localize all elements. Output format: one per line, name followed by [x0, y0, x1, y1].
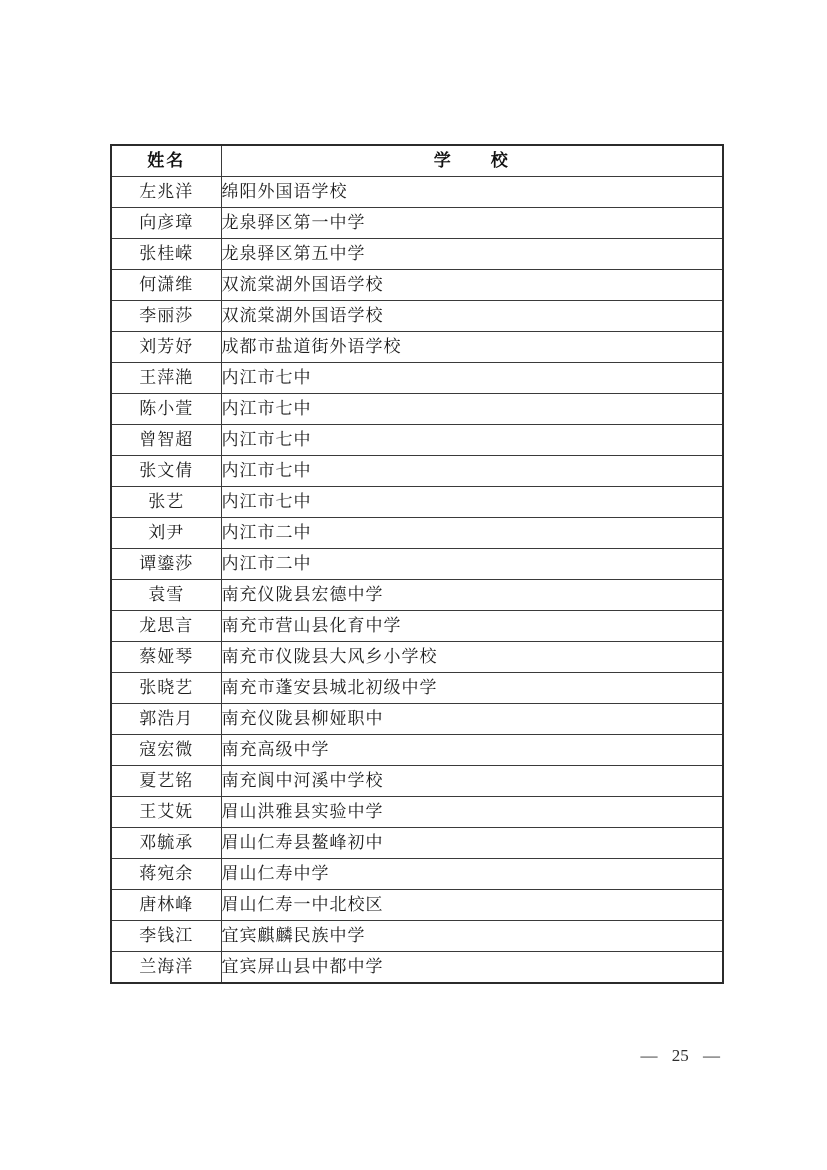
table-row	[111, 642, 723, 673]
student-name-cell: 何潇维	[111, 270, 221, 301]
student-name-cell: 向彦璋	[111, 208, 221, 239]
table-row	[111, 270, 723, 301]
school-name-cell: 南充仪陇县柳娅职中	[221, 704, 723, 735]
student-name-cell: 李钱江	[111, 921, 221, 952]
student-name-cell: 谭鎏莎	[111, 549, 221, 580]
student-name-cell: 曾智超	[111, 425, 221, 456]
table-row	[111, 611, 723, 642]
header-row	[111, 145, 723, 177]
student-name-cell: 张艺	[111, 487, 221, 518]
table-row	[111, 580, 723, 611]
student-name-cell: 左兆洋	[111, 177, 221, 208]
school-name-cell: 内江市七中	[221, 487, 723, 518]
student-name-cell: 蒋宛余	[111, 859, 221, 890]
roster-table	[110, 144, 724, 984]
student-name-cell: 张晓艺	[111, 673, 221, 704]
table-row	[111, 828, 723, 859]
school-name-cell: 内江市七中	[221, 456, 723, 487]
school-name-cell: 南充高级中学	[221, 735, 723, 766]
student-name-cell: 邓毓承	[111, 828, 221, 859]
table-row	[111, 456, 723, 487]
table-row	[111, 518, 723, 549]
table-row	[111, 394, 723, 425]
school-column-header: 学 校	[221, 145, 723, 177]
table-row	[111, 301, 723, 332]
table-row	[111, 704, 723, 735]
table-row	[111, 332, 723, 363]
school-name-cell: 宜宾屏山县中都中学	[221, 952, 723, 984]
name-column-header: 姓名	[111, 145, 221, 177]
table-row	[111, 425, 723, 456]
school-name-cell: 绵阳外国语学校	[221, 177, 723, 208]
student-name-cell: 张桂嵘	[111, 239, 221, 270]
school-name-cell: 南充阆中河溪中学校	[221, 766, 723, 797]
table-row	[111, 921, 723, 952]
student-name-cell: 王萍滟	[111, 363, 221, 394]
school-name-cell: 南充市仪陇县大风乡小学校	[221, 642, 723, 673]
student-name-cell: 王艾妩	[111, 797, 221, 828]
student-name-cell: 袁雪	[111, 580, 221, 611]
table-row	[111, 549, 723, 580]
page-number: — 25 —	[640, 1046, 720, 1065]
table-row	[111, 363, 723, 394]
school-name-cell: 双流棠湖外国语学校	[221, 301, 723, 332]
school-name-cell: 内江市七中	[221, 394, 723, 425]
table-row	[111, 177, 723, 208]
school-name-cell: 内江市七中	[221, 425, 723, 456]
table-row	[111, 797, 723, 828]
student-name-cell: 蔡娅琴	[111, 642, 221, 673]
school-name-cell: 眉山洪雅县实验中学	[221, 797, 723, 828]
student-name-cell: 唐林峰	[111, 890, 221, 921]
school-name-cell: 内江市二中	[221, 518, 723, 549]
student-name-cell: 李丽莎	[111, 301, 221, 332]
table-row	[111, 208, 723, 239]
school-name-cell: 龙泉驿区第五中学	[221, 239, 723, 270]
school-name-cell: 成都市盐道街外语学校	[221, 332, 723, 363]
school-name-cell: 龙泉驿区第一中学	[221, 208, 723, 239]
school-name-cell: 南充仪陇县宏德中学	[221, 580, 723, 611]
school-name-cell: 眉山仁寿县鳌峰初中	[221, 828, 723, 859]
table-row	[111, 487, 723, 518]
student-name-cell: 寇宏微	[111, 735, 221, 766]
student-name-cell: 夏艺铭	[111, 766, 221, 797]
table-row	[111, 859, 723, 890]
school-name-cell: 内江市七中	[221, 363, 723, 394]
school-name-cell: 宜宾麒麟民族中学	[221, 921, 723, 952]
school-name-cell: 眉山仁寿中学	[221, 859, 723, 890]
table-row	[111, 766, 723, 797]
student-name-cell: 张文倩	[111, 456, 221, 487]
school-name-cell: 内江市二中	[221, 549, 723, 580]
table-row	[111, 952, 723, 984]
table-row	[111, 239, 723, 270]
table-row	[111, 673, 723, 704]
table-row	[111, 735, 723, 766]
school-name-cell: 南充市蓬安县城北初级中学	[221, 673, 723, 704]
student-name-cell: 陈小萱	[111, 394, 221, 425]
student-name-cell: 龙思言	[111, 611, 221, 642]
student-name-cell: 刘芳妤	[111, 332, 221, 363]
school-name-cell: 南充市营山县化育中学	[221, 611, 723, 642]
table-row	[111, 890, 723, 921]
roster-table-body	[111, 177, 723, 984]
student-name-cell: 郭浩月	[111, 704, 221, 735]
student-name-cell: 刘尹	[111, 518, 221, 549]
school-name-cell: 双流棠湖外国语学校	[221, 270, 723, 301]
student-name-cell: 兰海洋	[111, 952, 221, 984]
school-name-cell: 眉山仁寿一中北校区	[221, 890, 723, 921]
